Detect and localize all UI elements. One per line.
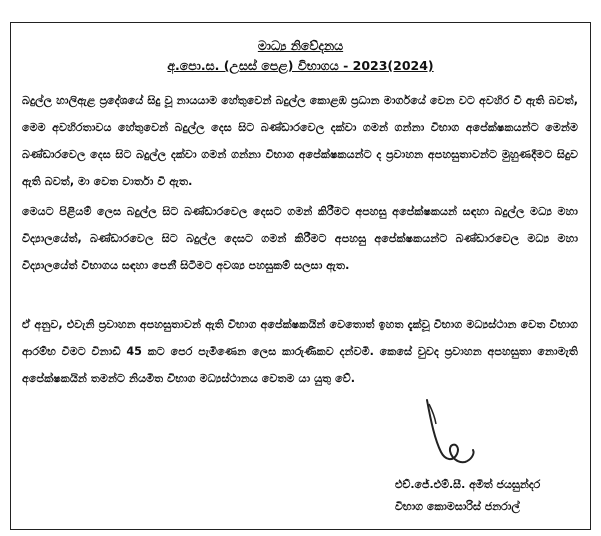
paragraph-1: බදුල්ල හාලිඇළ ප්‍රදේශයේ සිදු වූ නායයාම හේතුවෙන් බදුල්ල කොළඹ ප්‍රධාන මාර්ගයේ වෙන වට අවහිර වී ඇති බවත්, මෙම අවහිරතාවය හේතුවෙන් බදුල්ල දෙස සිට බණ්ඩාරවෙල දක්වා ගමන් ගන්නා විභාග අපේක්ෂකයන්ට මෙන්ම බණ්ඩාරවෙල දෙස සිට බදුල්ල දක්වා ගමන් ගන්නා විභාග අපේක්ෂකයන්ට ද ප්‍රවාහන අපහසුතාවන්ට මුහුණදීමට සිදුව ඇති බවත්, මා වෙත වාර්තා වී ඇත. xyxy=(22,94,578,188)
signatory-name: එච්.ජේ.එම්.සී. අමිත් ජයසුන්දර xyxy=(395,478,541,491)
signature-icon xyxy=(405,392,485,472)
document-title: මාධ්‍ය නිවේදනය xyxy=(257,38,344,53)
document-subtitle: අ.පො.ස. (උසස් පෙළ) විභාගය - 2023(2024) xyxy=(167,58,434,73)
signatory-title: විභාග කොමසාරිස් ජනරාල් xyxy=(395,500,520,513)
paragraph-3: ඒ අනුව, එවැනි ප්‍රවාහන අපහසුතාවන් ඇති විභාග අපේක්ෂකයින් වෙතොත් ඉහත දැක්වූ විභාග මධ්‍යස්ථාන වෙත විභාග ආරම්භ වීමට විනාඩි 45 කට පෙර පැමිණෙන ලෙස කාරුණිකව දන්වමි. කෙසේ වුවද ප්‍රවාහන අපහසුතා නොමැති අපේක්ෂකයින් තමන්ට නියමිත විභාග මධ්‍යස්ථානය වෙතම යා යුතු වේ. xyxy=(22,318,578,385)
paragraph-2: මෙයට පිළියම් ලෙස බදුල්ල සිට බණ්ඩාරවෙල දෙසට ගමන් කිරීමට අපහසු අපේක්ෂකයන් සඳහා බදුල්ල මධ්‍ය මහා විද්‍යාලයේත්, බණ්ඩාරවෙල සිට බදුල්ල දෙසට ගමන් කිරීමට අපහසු අපේක්ෂකයන්ට බණ්ඩාරවෙල මධ්‍ය මහා විද්‍යාලයේත් විභාගය සඳහා පෙනී සිටීමට අවශ්‍ය පහසුකම් සලසා ඇත. xyxy=(22,205,578,272)
